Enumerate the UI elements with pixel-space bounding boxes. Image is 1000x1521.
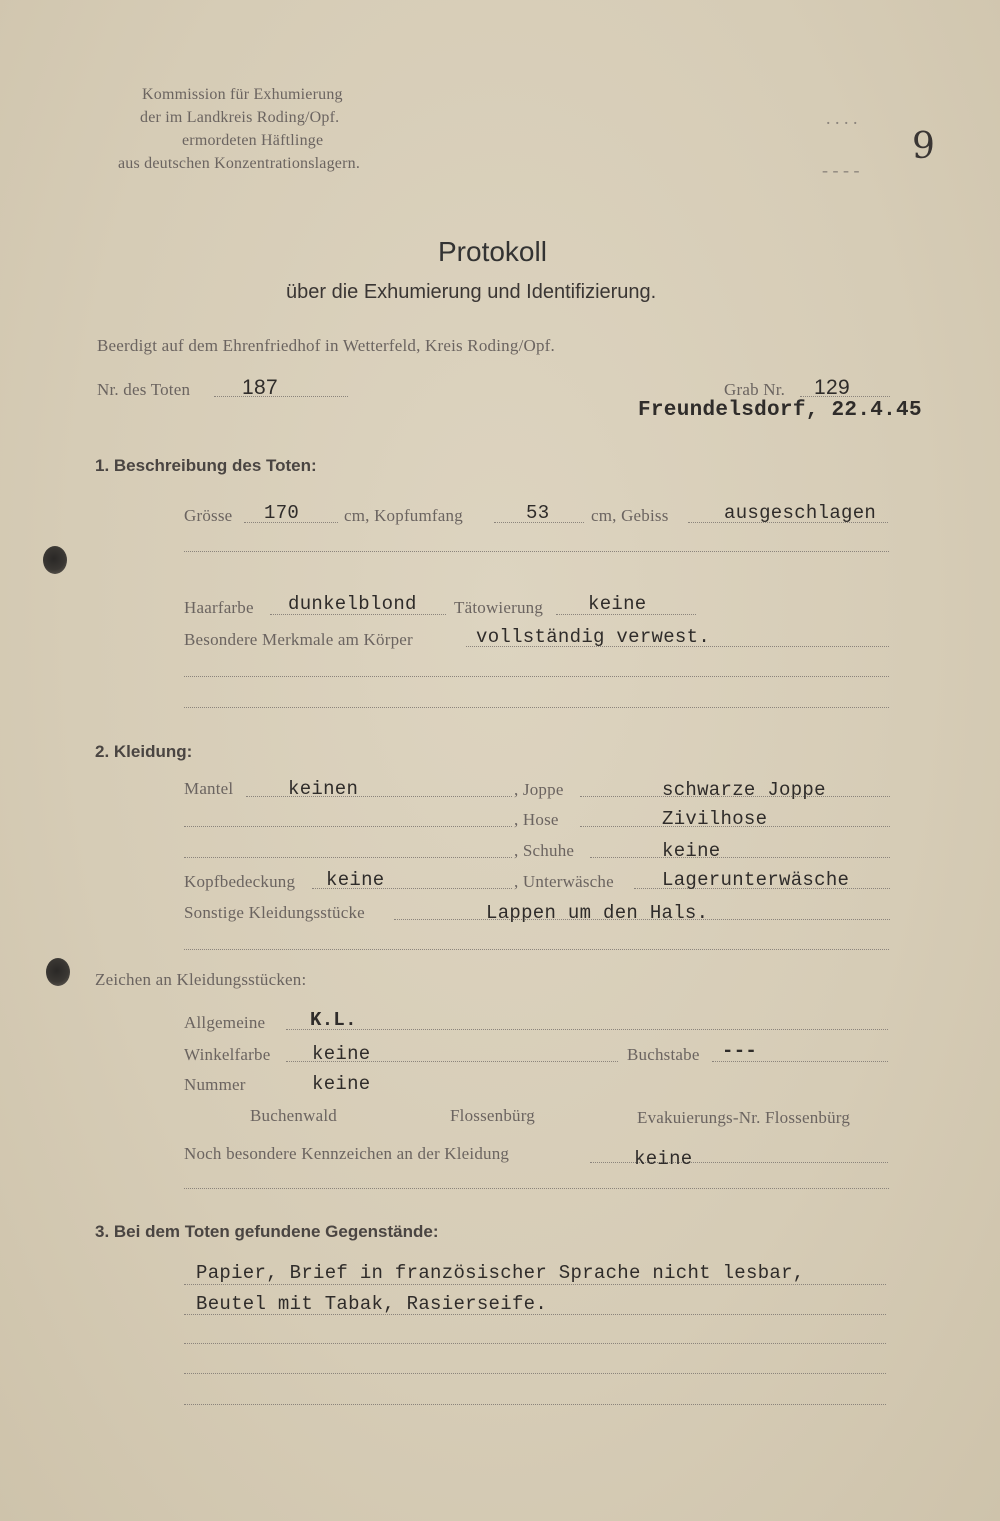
commission-line-3: ermordeten Häftlinge — [182, 132, 324, 149]
coat-value: keinen — [288, 778, 359, 800]
triangle-color-label: Winkelfarbe — [184, 1045, 271, 1064]
marks-label: Besondere Merkmale am Körper — [184, 630, 413, 649]
section2-heading: 2. Kleidung: — [95, 742, 193, 761]
dead-no-line — [214, 396, 348, 397]
height-label: Grösse — [184, 506, 233, 525]
section3-heading: 3. Bei dem Toten gefundene Gegenstände: — [95, 1222, 439, 1241]
other-clothing-value: Lappen um den Hals. — [486, 902, 709, 924]
number-label: Nummer — [184, 1075, 246, 1094]
tattoo-value: keine — [588, 593, 647, 615]
place-date: Freundelsdorf, 22.4.45 — [638, 399, 922, 422]
shoes-line — [590, 857, 890, 858]
items-text-line-2: Beutel mit Tabak, Rasierseife. — [196, 1293, 548, 1315]
general-mark-value: K.L. — [310, 1009, 357, 1031]
section1-heading: 1. Beschreibung des Toten: — [95, 456, 317, 475]
camp-buchenwald: Buchenwald — [250, 1106, 337, 1125]
evacuation-label: Evakuierungs-Nr. Flossenbürg — [637, 1108, 851, 1127]
section1-blank-line-1 — [184, 551, 889, 552]
burial-line: Beerdigt auf dem Ehrenfriedhof in Wetterfeld, Kreis Roding/Opf. — [97, 336, 555, 355]
section1-blank-line-3 — [184, 707, 889, 708]
punch-hole-top — [43, 546, 67, 574]
marks-value: vollständig verwest. — [476, 626, 711, 648]
teeth-value: ausgeschlagen — [724, 502, 877, 524]
headwear-label: Kopfbedeckung — [184, 872, 296, 891]
section1-blank-line-2 — [184, 676, 889, 677]
page-title: Protokoll — [438, 236, 547, 267]
other-clothing-label: Sonstige Kleidungsstücke — [184, 903, 365, 922]
hair-value: dunkelblond — [288, 593, 417, 615]
special-marks-value: keine — [634, 1148, 693, 1170]
tattoo-label: Tätowierung — [454, 598, 544, 617]
page-number: 9 — [912, 126, 935, 167]
jacket-value: schwarze Joppe — [662, 779, 826, 801]
special-marks-label: Noch besondere Kennzeichen an der Kleidung — [184, 1144, 510, 1163]
decorative-dots-top: . . . . — [826, 108, 858, 128]
trousers-value: Zivilhose — [662, 808, 768, 830]
page-subtitle: über die Exhumierung und Identifizierung. — [286, 281, 657, 303]
decorative-dashes-top: - - - - — [822, 160, 860, 180]
letter-label: Buchstabe — [627, 1045, 700, 1064]
general-mark-label: Allgemeine — [184, 1013, 266, 1032]
coat-line — [246, 796, 512, 797]
triangle-color-value: keine — [312, 1043, 371, 1065]
items-text-line-1: Papier, Brief in französischer Sprache nicht lesbar, — [196, 1262, 805, 1284]
height-value: 170 — [264, 502, 300, 524]
grave-no-value: 129 — [814, 376, 850, 399]
commission-line-4: aus deutschen Konzentrationslagern. — [118, 155, 361, 172]
teeth-label: cm, Gebiss — [591, 506, 669, 525]
clothing-blank-line-2 — [184, 857, 512, 858]
items-blank-line-2 — [184, 1373, 886, 1374]
punch-hole-bottom — [46, 958, 70, 986]
dead-no-value: 187 — [242, 376, 278, 399]
head-circumference-label: cm, Kopfumfang — [344, 506, 463, 525]
coat-label: Mantel — [184, 779, 234, 798]
items-line-1 — [184, 1284, 886, 1285]
clothing-blank-line-3 — [184, 949, 889, 950]
shoes-label: , Schuhe — [514, 841, 575, 860]
clothing-blank-line-1 — [184, 826, 512, 827]
head-circumference-value: 53 — [526, 502, 550, 524]
shoes-value: keine — [662, 840, 721, 862]
trousers-label: , Hose — [514, 810, 559, 829]
items-blank-line-3 — [184, 1404, 886, 1405]
letter-value: --- — [722, 1040, 758, 1062]
grave-no-label: Grab Nr. — [724, 380, 786, 399]
commission-line-1: Kommission für Exhumierung — [142, 86, 343, 103]
dead-no-label: Nr. des Toten — [97, 380, 191, 399]
camp-flossenburg: Flossenbürg — [450, 1106, 536, 1125]
number-value: keine — [312, 1073, 371, 1095]
commission-line-2: der im Landkreis Roding/Opf. — [140, 109, 340, 126]
underwear-value: Lagerunterwäsche — [662, 869, 850, 891]
headwear-value: keine — [326, 869, 385, 891]
marks-on-clothing-heading: Zeichen an Kleidungsstücken: — [95, 970, 307, 989]
underwear-label: , Unterwäsche — [514, 872, 614, 891]
hair-label: Haarfarbe — [184, 598, 254, 617]
general-mark-line — [286, 1029, 888, 1030]
marks-blank-line — [184, 1188, 889, 1189]
jacket-label: , Joppe — [514, 780, 564, 799]
items-blank-line-1 — [184, 1343, 886, 1344]
